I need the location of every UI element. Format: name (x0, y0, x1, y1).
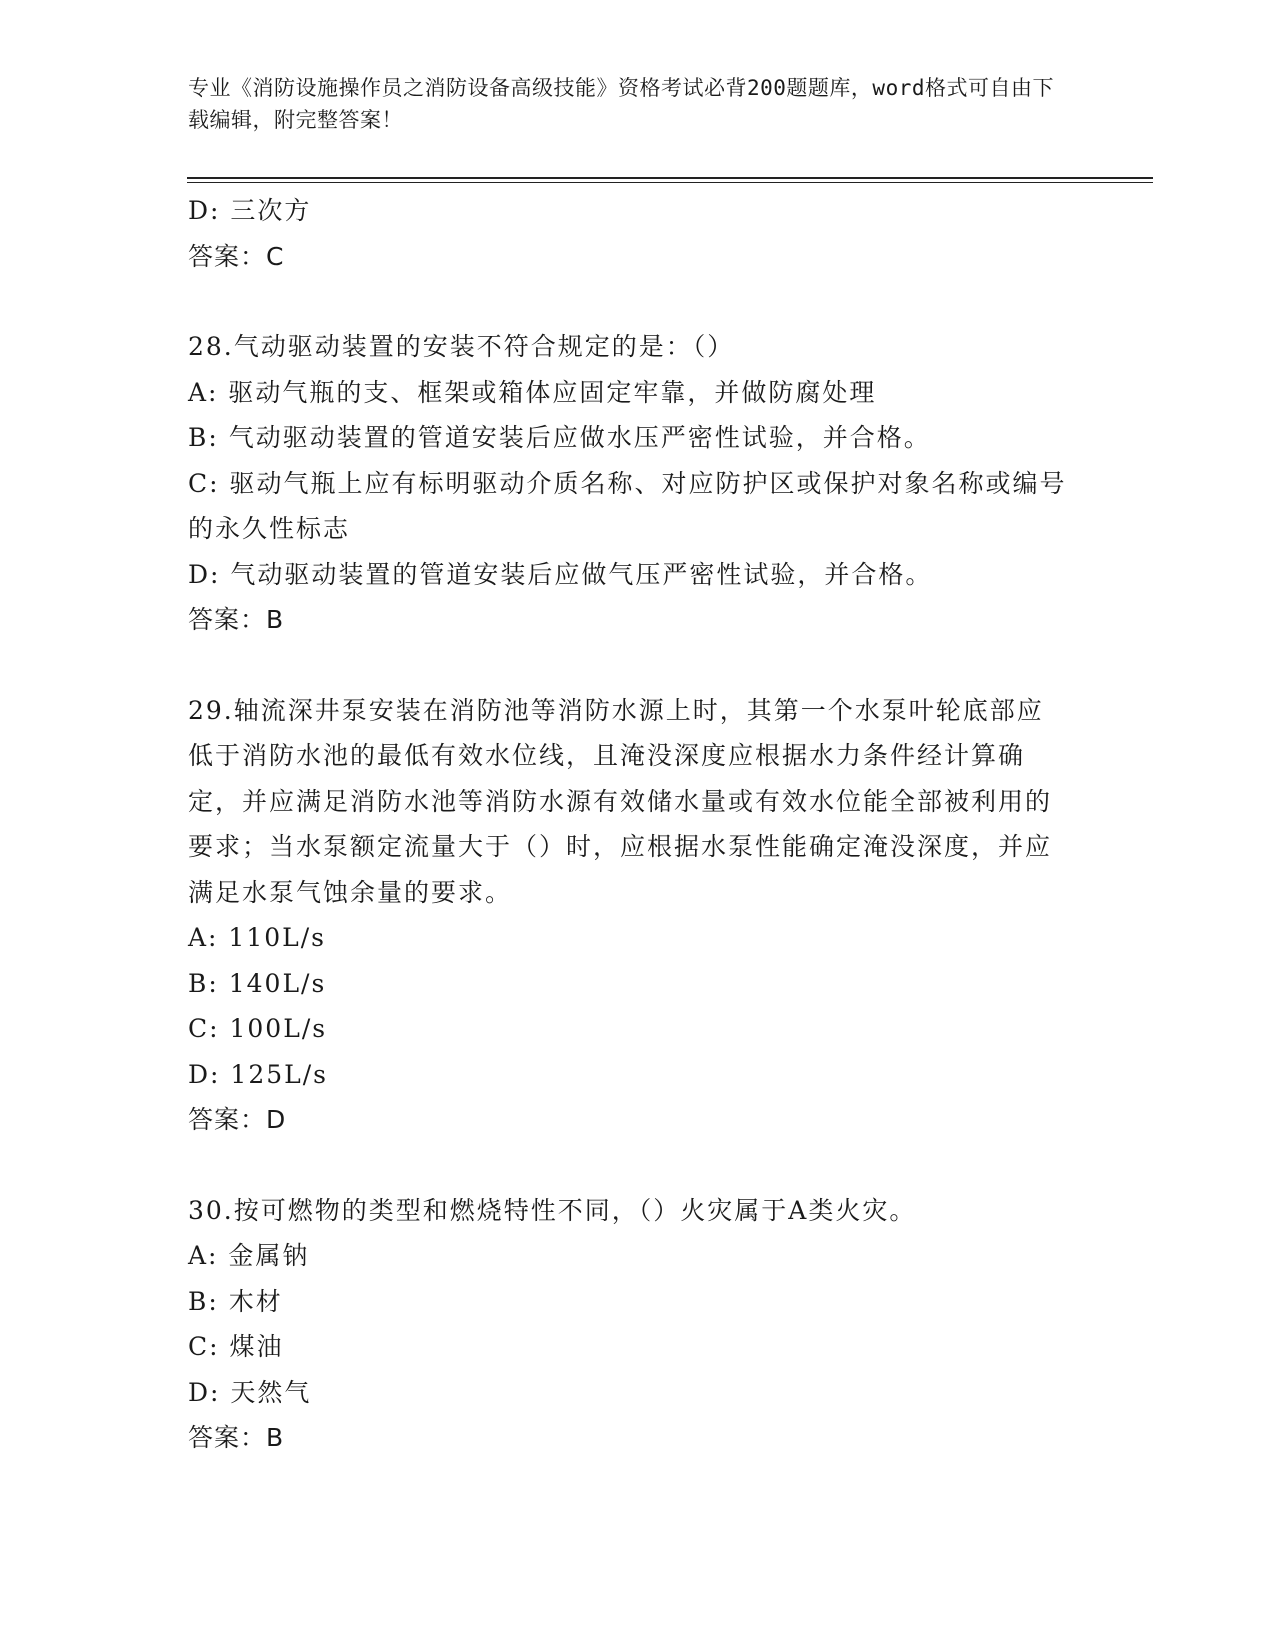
question-28 (188, 324, 1088, 643)
question-30-option-a: A: 金属钠 (188, 1241, 310, 1270)
question-28-option-d: D: 气动驱动装置的管道安装后应做气压严密性试验，并合格。 (188, 559, 933, 589)
spacer (188, 279, 1088, 324)
question-30-option-b: B: 木材 (188, 1286, 283, 1316)
question-30-option-d: D: 天然气 (188, 1377, 312, 1407)
question-29-option-b: B: 140L/s (188, 968, 327, 998)
question-28-option-b: B: 气动驱动装置的管道安装后应做水压严密性试验，并合格。 (188, 423, 931, 452)
prev-option-d: D: 三次方 (188, 196, 312, 225)
question-29-text: 29.轴流深井泵安装在消防池等消防水源上时，其第一个水泵叶轮底部应低于消防水池的最低有效水位线，且淹没深度应根据水力条件经计算确定，并应满足消防水池等消防水源有效储水量或有效水位能全部被利用的要求；当水泵额定流量大于（）时，应根据水泵性能确定淹没深度，并应满足水泵气蚀余量的要求。 (188, 695, 1053, 907)
question-30-text: 30.按可燃物的类型和燃烧特性不同，（）火灾属于A类火灾。 (188, 1195, 917, 1225)
question-30-answer: 答案：B (188, 1423, 285, 1452)
question-29-option-d: D: 125L/s (188, 1059, 328, 1089)
header-rule-thin (187, 182, 1153, 183)
question-28-answer: 答案：B (188, 605, 285, 634)
question-29-option-a: A: 110L/s (188, 923, 326, 952)
document-header: 专业《消防设施操作员之消防设备高级技能》资格考试必背200题题库，word格式可自由下载编辑，附完整答案！ (188, 76, 1054, 132)
question-29 (188, 688, 1088, 1143)
spacer (188, 1143, 1088, 1188)
question-30-option-c: C: 煤油 (188, 1332, 284, 1361)
question-28-option-c: C: 驱动气瓶上应有标明驱动介质名称、对应防护区或保护对象名称或编号的永久性标志 (188, 468, 1067, 543)
question-29-answer: 答案：D (188, 1105, 287, 1134)
question-28-option-a: A: 驱动气瓶的支、框架或箱体应固定牢靠，并做防腐处理 (188, 377, 877, 407)
question-30 (188, 1188, 1088, 1461)
spacer (188, 643, 1088, 688)
header-rule-thick (187, 177, 1153, 179)
document-body (188, 188, 1088, 1461)
question-28-text: 28.气动驱动装置的安装不符合规定的是：（） (188, 332, 735, 361)
question-29-option-c: C: 100L/s (188, 1014, 328, 1043)
prev-answer: 答案：C (188, 241, 285, 271)
